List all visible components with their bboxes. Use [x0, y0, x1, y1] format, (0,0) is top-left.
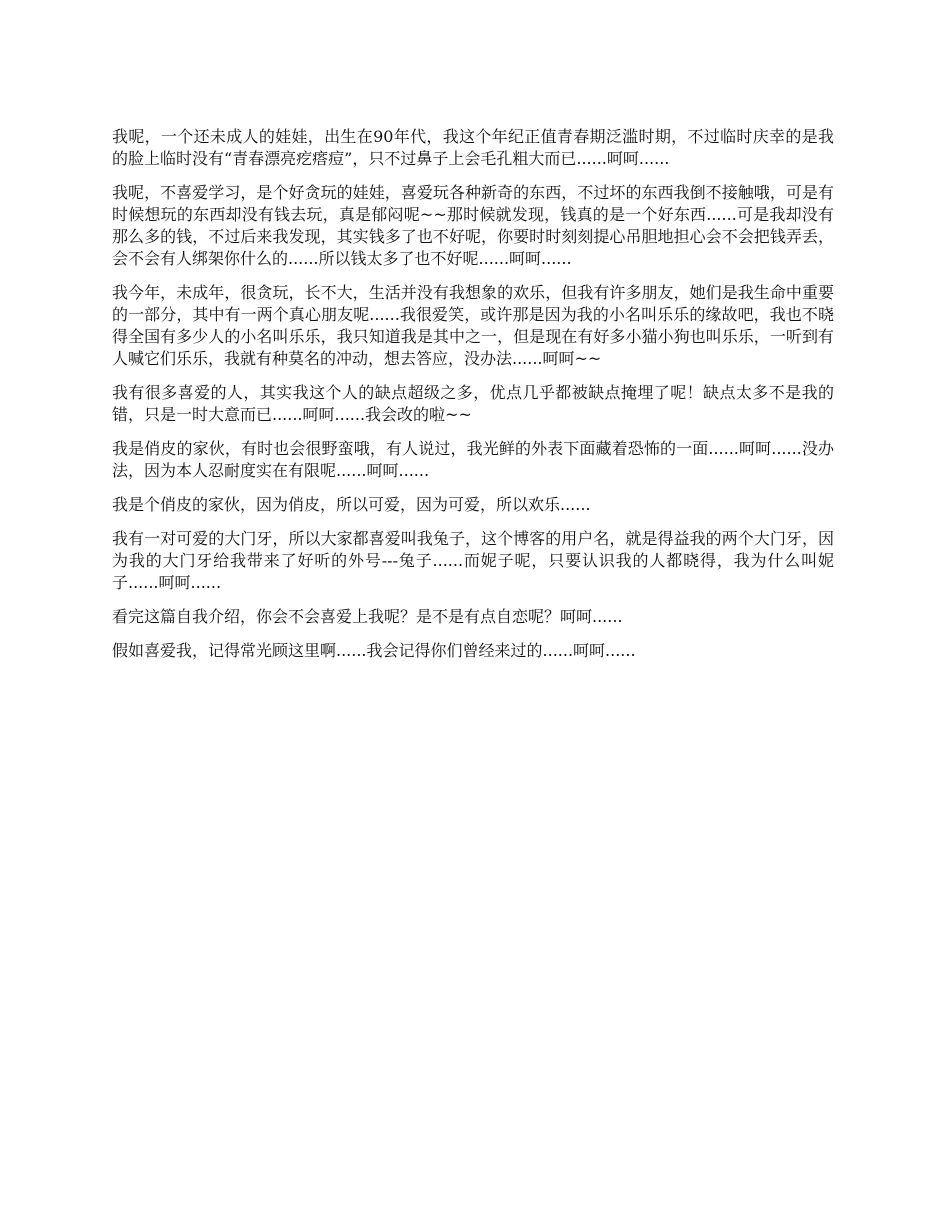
paragraph-1: 我呢，一个还未成人的娃娃，出生在90年代，我这个年纪正值青春期泛滥时期，不过临时庆幸的是我的脸上临时没有“青春漂亮疙瘩痘”，只不过鼻子上会毛孔粗大而已......呵呵......: [112, 127, 834, 168]
paragraph-2: 我呢，不喜爱学习，是个好贪玩的娃娃，喜爱玩各种新奇的东西，不过坏的东西我倒不接触哦，可是有时候想玩的东西却没有钱去玩，真是郁闷呢~~那时候就发现，钱真的是一个好东西......可是我却没有那么多的钱，不过后来我发现，其实钱多了也不好呢，你要时时刻刻提心吊胆地担心会不会把钱弄丢，会不会有人绑架你什么的......所以钱太多了也不好呢......呵呵......: [112, 183, 834, 268]
paragraph-4: 我有很多喜爱的人，其实我这个人的缺点超级之多，优点几乎都被缺点掩埋了呢！缺点太多不是我的错，只是一时大意而已......呵呵......我会改的啦~~: [112, 383, 834, 424]
paragraph-9: 假如喜爱我，记得常光顾这里啊......我会记得你们曾经来过的......呵呵......: [112, 641, 636, 660]
paragraph-8: 看完这篇自我介绍，你会不会喜爱上我呢？是不是有点自恋呢？呵呵......: [112, 607, 623, 626]
paragraph-6: 我是个俏皮的家伙，因为俏皮，所以可爱，因为可爱，所以欢乐......: [112, 495, 591, 514]
paragraph-3: 我今年，未成年，很贪玩，长不大，生活并没有我想象的欢乐，但我有许多朋友，她们是我生命中重要的一部分，其中有一两个真心朋友呢......我很爱笑，或许那是因为我的小名叫乐乐的缘故吧，我也不晓得全国有多少人的小名叫乐乐，我只知道我是其中之一，但是现在有好多小猫小狗也叫乐乐，一听到有人喊它们乐乐，我就有种莫名的冲动，想去答应，没办法......呵呵~~: [112, 283, 834, 368]
document-body: [112, 126, 834, 674]
paragraph-5: 我是俏皮的家伙，有时也会很野蛮哦，有人说过，我光鲜的外表下面藏着恐怖的一面......呵呵......没办法，因为本人忍耐度实在有限呢......呵呵......: [112, 439, 834, 480]
paragraph-7: 我有一对可爱的大门牙，所以大家都喜爱叫我兔子，这个博客的用户名，就是得益我的两个大门牙，因为我的大门牙给我带来了好听的外号---兔子......而妮子呢，只要认识我的人都晓得，我为什么叫妮子......呵呵......: [112, 529, 834, 592]
